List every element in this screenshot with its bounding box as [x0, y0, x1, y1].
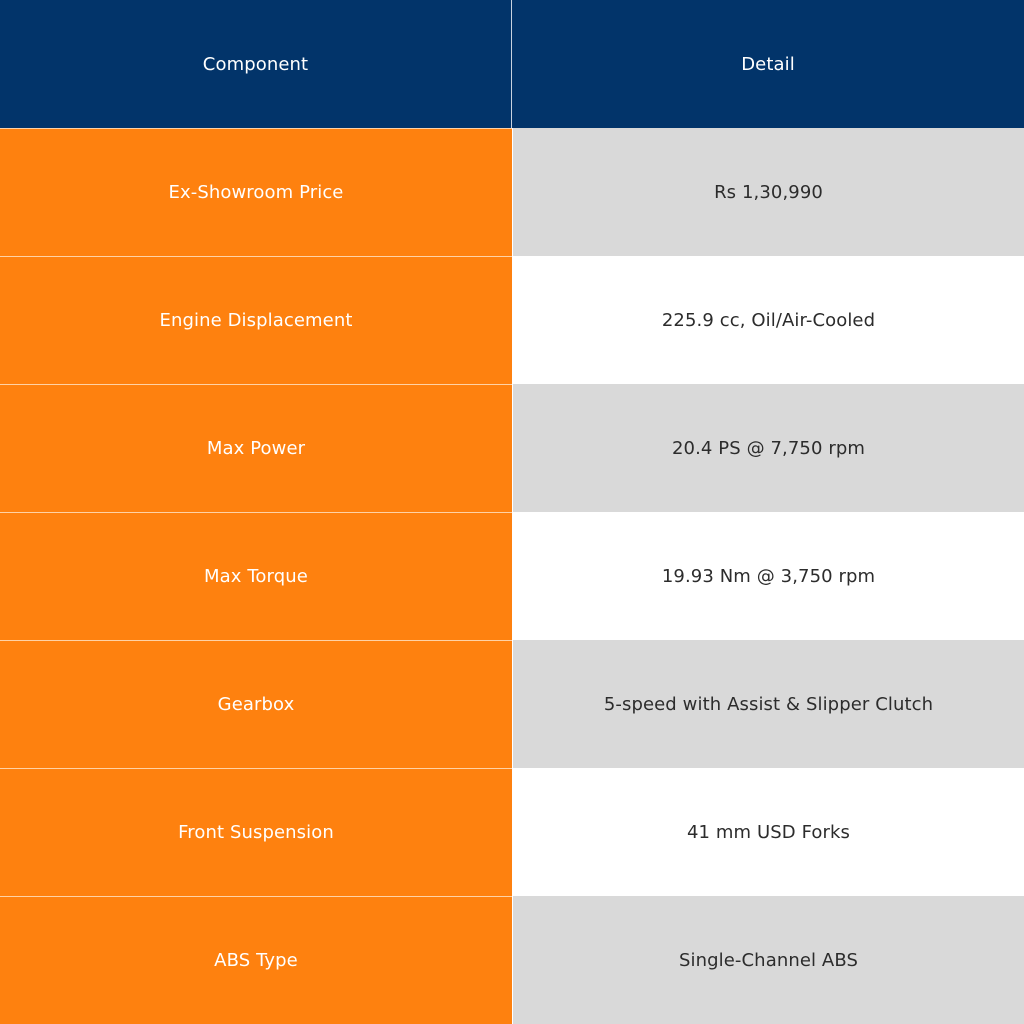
row-label-engine-displacement: Engine Displacement — [0, 256, 512, 384]
row-value-front-suspension: 41 mm USD Forks — [512, 768, 1024, 896]
row-value-abs-type: Single-Channel ABS — [512, 896, 1024, 1024]
row-value-ex-showroom-price: Rs 1,30,990 — [512, 128, 1024, 256]
row-value-engine-displacement: 225.9 cc, Oil/Air-Cooled — [512, 256, 1024, 384]
header-component: Component — [0, 0, 512, 128]
row-label-abs-type: ABS Type — [0, 896, 512, 1024]
header-detail: Detail — [512, 0, 1024, 128]
row-label-max-power: Max Power — [0, 384, 512, 512]
row-value-max-power: 20.4 PS @ 7,750 rpm — [512, 384, 1024, 512]
row-label-ex-showroom-price: Ex-Showroom Price — [0, 128, 512, 256]
row-label-max-torque: Max Torque — [0, 512, 512, 640]
row-label-gearbox: Gearbox — [0, 640, 512, 768]
row-value-gearbox: 5-speed with Assist & Slipper Clutch — [512, 640, 1024, 768]
row-value-max-torque: 19.93 Nm @ 3,750 rpm — [512, 512, 1024, 640]
row-label-front-suspension: Front Suspension — [0, 768, 512, 896]
